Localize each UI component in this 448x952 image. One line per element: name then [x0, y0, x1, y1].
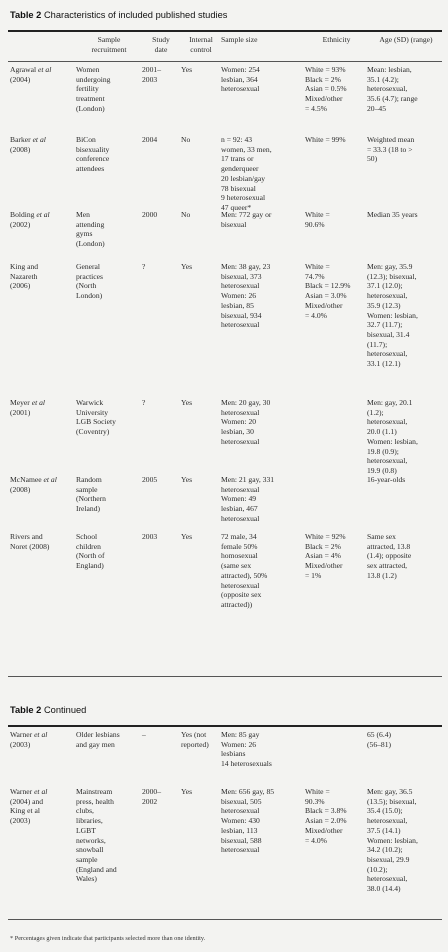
- control-cell-line: Yes: [181, 532, 193, 541]
- ethnicity-cell-line: Black = 12.9%: [305, 281, 351, 291]
- study-cell-line: King et al: [10, 806, 40, 816]
- sample-size-cell-line: bisexual, 505: [221, 796, 262, 806]
- age-cell-line: heterosexual,: [367, 417, 408, 427]
- recruitment-cell-line: practices: [76, 271, 103, 281]
- age-cell-line: heterosexual,: [367, 84, 408, 94]
- sample-size-cell-line: lesbian, 364: [221, 74, 258, 84]
- sample-size-cell-line: women, 33 men,: [221, 144, 272, 154]
- sample-size-cell-line: female 50%: [221, 541, 258, 551]
- age-cell-line: sex attracted,: [367, 561, 408, 571]
- recruitment-cell-line: Mainstream: [76, 787, 113, 796]
- date-cell: [142, 730, 180, 740]
- ethnicity-cell-line: Asian = 3.0%: [305, 291, 347, 301]
- date-cell-line: 2005: [142, 475, 158, 484]
- age-cell-line: (12.3); bisexual,: [367, 271, 417, 281]
- ethnicity-cell-line: Asian = 0.5%: [305, 84, 347, 94]
- date-cell-line: 2000–: [142, 787, 161, 796]
- sample-size-cell-line: bisexual, 934: [221, 310, 262, 320]
- age-cell-line: Weighted mean: [367, 135, 415, 144]
- age-cell-line: Men: gay, 35.9: [367, 262, 413, 271]
- control-cell-line: Yes: [181, 262, 193, 271]
- date-cell: [142, 787, 180, 806]
- recruitment-cell-line: Older lesbians: [76, 730, 120, 739]
- sample-size-cell: [221, 730, 307, 769]
- sample-size-cell-line: 17 trans or: [221, 154, 254, 164]
- recruitment-cell-line: attendees: [76, 164, 105, 174]
- sample-size-cell-line: lesbian, 85: [221, 300, 254, 310]
- sample-size-cell-line: lesbians: [221, 749, 246, 759]
- sample-size-cell-line: heterosexual: [221, 320, 260, 330]
- recruitment-cell-line: bisexuality: [76, 144, 110, 154]
- ethnicity-cell-line: Mixed/other: [305, 825, 343, 835]
- study-cell-line: McNamee et al: [10, 475, 57, 484]
- recruitment-cell-line: Random: [76, 475, 102, 484]
- study-cell: [10, 787, 72, 826]
- ethnicity-cell-line: Mixed/other: [305, 300, 343, 310]
- study-cell: [10, 210, 72, 229]
- sample-size-cell-line: Women: 430: [221, 816, 260, 826]
- age-cell-line: Women: lesbian,: [367, 835, 418, 845]
- sample-size-cell-line: attracted)): [221, 599, 253, 609]
- sample-size-cell: [221, 398, 307, 447]
- sample-size-cell: [221, 210, 307, 229]
- ethnicity-cell-line: Mixed/other: [305, 561, 343, 571]
- recruitment-cell-line: School: [76, 532, 98, 541]
- date-cell-line: –: [142, 730, 146, 739]
- study-cell-line: Noret (2008): [10, 541, 50, 551]
- recruitment-cell-line: England): [76, 561, 104, 571]
- recruitment-cell-line: snowball: [76, 845, 104, 855]
- recruitment-cell-line: Men: [76, 210, 90, 219]
- header-rule: [8, 61, 442, 62]
- recruitment-cell-line: University: [76, 407, 109, 417]
- study-cell: [10, 532, 72, 551]
- study-cell-line: Warner et al: [10, 787, 48, 796]
- recruitment-cell: [76, 135, 142, 174]
- ethnicity-cell-line: 74.7%: [305, 271, 325, 281]
- control-cell-line: No: [181, 135, 191, 144]
- study-cell-line: Agrawal et al: [10, 65, 52, 74]
- recruitment-cell-line: libraries,: [76, 816, 103, 826]
- age-cell: [367, 730, 445, 749]
- control-cell-line: No: [181, 210, 191, 219]
- recruitment-cell-line: LGBT: [76, 825, 96, 835]
- age-cell-line: (10.2);: [367, 864, 388, 874]
- sample-size-cell-line: bisexual, 588: [221, 835, 262, 845]
- sample-size-cell-line: genderqueer: [221, 164, 259, 174]
- recruitment-cell-line: General: [76, 262, 101, 271]
- recruitment-cell: [76, 532, 142, 571]
- age-cell-line: 34.2 (10.2);: [367, 845, 403, 855]
- age-cell: [367, 65, 445, 114]
- ethnicity-cell-line: 90.3%: [305, 796, 325, 806]
- control-cell-line: reported): [181, 739, 209, 749]
- ethnicity-cell-line: Mixed/other: [305, 94, 343, 104]
- recruitment-cell-line: gyms: [76, 229, 93, 239]
- age-cell-line: heterosexual,: [367, 349, 408, 359]
- age-cell-line: (1.4); opposite: [367, 551, 412, 561]
- age-cell-line: 32.7 (11.7);: [367, 320, 403, 330]
- age-cell: [367, 135, 445, 164]
- age-cell-line: 33.1 (12.1): [367, 359, 401, 369]
- date-cell-line: 2004: [142, 135, 158, 144]
- control-cell: [181, 65, 221, 75]
- header-internal-control: Internal control: [189, 35, 213, 54]
- study-cell-line: (2004) and: [10, 796, 44, 806]
- recruitment-cell-line: treatment: [76, 94, 105, 104]
- age-cell-line: Men: gay, 36.5: [367, 787, 413, 796]
- sample-size-cell-line: heterosexual: [221, 281, 260, 291]
- ethnicity-cell-line: White = 92%: [305, 532, 346, 541]
- sample-size-cell-line: heterosexual: [221, 436, 260, 446]
- date-cell: [142, 210, 180, 220]
- recruitment-cell-line: (London): [76, 239, 105, 249]
- age-cell-line: 35.6 (4.7); range: [367, 94, 418, 104]
- sample-size-cell-line: 14 heterosexuals: [221, 759, 272, 769]
- study-cell-line: (2001): [10, 407, 31, 417]
- table-caption-label: Table 2: [10, 10, 42, 20]
- table-caption-text: Characteristics of included published studies: [43, 10, 228, 20]
- age-cell: [367, 398, 445, 476]
- sample-size-cell-line: Men: 21 gay, 331: [221, 475, 275, 484]
- date-cell-line: 2001–: [142, 65, 161, 74]
- sample-size-cell-line: Women: 26: [221, 291, 257, 301]
- sample-size-cell-line: Men: 38 gay, 23: [221, 262, 271, 271]
- control-cell-line: Yes: [181, 65, 193, 74]
- recruitment-cell-line: sample: [76, 854, 98, 864]
- table-continued-label: Table 2: [10, 705, 42, 715]
- recruitment-cell-line: attending: [76, 219, 105, 229]
- sample-size-cell-line: (opposite sex: [221, 590, 262, 600]
- ethnicity-cell-line: Black = 2%: [305, 74, 341, 84]
- sample-size-cell: [221, 65, 307, 94]
- sample-size-cell-line: (same sex: [221, 561, 252, 571]
- sample-size-cell-line: lesbian, 113: [221, 825, 258, 835]
- study-cell-line: (2006): [10, 281, 31, 291]
- sample-size-cell-line: Women: 26: [221, 739, 257, 749]
- date-cell-line: 2002: [142, 796, 158, 806]
- study-cell-line: Bolding et al: [10, 210, 50, 219]
- control-cell: [181, 135, 221, 145]
- recruitment-cell: [76, 65, 142, 114]
- age-cell-line: Men: gay, 20.1: [367, 398, 413, 407]
- header-age: Age (SD) (range): [379, 35, 433, 44]
- ethnicity-cell-line: Asian = 4%: [305, 551, 341, 561]
- sample-size-cell: [221, 135, 307, 213]
- study-cell-line: (2002): [10, 219, 31, 229]
- ethnicity-cell-line: Black = 3.8%: [305, 806, 347, 816]
- sample-size-cell-line: 9 heterosexual: [221, 193, 266, 203]
- age-cell-line: 16-year-olds: [367, 475, 406, 484]
- recruitment-cell-line: sample: [76, 484, 98, 494]
- age-cell-line: 38.0 (14.4): [367, 884, 401, 894]
- recruitment-cell-line: (London): [76, 103, 105, 113]
- continued-bottom-rule: [8, 919, 442, 920]
- age-cell-line: 20.0 (1.1): [367, 427, 397, 437]
- date-cell: [142, 135, 180, 145]
- age-cell-line: Women: lesbian,: [367, 436, 418, 446]
- recruitment-cell-line: networks,: [76, 835, 106, 845]
- age-cell-line: Median 35 years: [367, 210, 418, 219]
- table-continued-text: Continued: [43, 705, 87, 715]
- age-cell-line: (1.2);: [367, 407, 384, 417]
- age-cell-line: Same sex: [367, 532, 396, 541]
- study-cell: [10, 65, 72, 84]
- control-cell: [181, 730, 221, 749]
- recruitment-cell-line: Wales): [76, 874, 97, 884]
- age-cell-line: attracted, 13.8: [367, 541, 411, 551]
- age-cell-line: heterosexual,: [367, 291, 408, 301]
- control-cell: [181, 787, 221, 797]
- recruitment-cell-line: (Northern: [76, 494, 106, 504]
- sample-size-cell-line: Men: 656 gay, 85: [221, 787, 275, 796]
- ethnicity-cell-line: White =: [305, 787, 330, 796]
- sample-size-cell-line: Women: 20: [221, 417, 257, 427]
- age-cell-line: Mean: lesbian,: [367, 65, 412, 74]
- study-cell-line: King and: [10, 262, 39, 271]
- study-cell: [10, 262, 72, 291]
- ethnicity-cell-line: = 4.5%: [305, 103, 327, 113]
- age-cell-line: (11.7);: [367, 339, 388, 349]
- ethnicity-cell-line: White =: [305, 262, 330, 271]
- recruitment-cell-line: fertility: [76, 84, 99, 94]
- ethnicity-cell: [305, 532, 368, 581]
- study-cell: [10, 475, 72, 494]
- recruitment-cell: [76, 398, 142, 437]
- ethnicity-cell: [305, 262, 368, 320]
- recruitment-cell-line: Ireland): [76, 504, 101, 514]
- sample-size-cell-line: 20 lesbian/gay: [221, 173, 266, 183]
- sample-size-cell: [221, 475, 307, 524]
- age-cell: [367, 532, 445, 581]
- study-cell: [10, 398, 72, 417]
- recruitment-cell-line: (North of: [76, 551, 105, 561]
- control-cell-line: Yes: [181, 475, 193, 484]
- recruitment-cell-line: London): [76, 291, 103, 301]
- study-cell-line: Warner et al: [10, 730, 48, 739]
- recruitment-cell-line: (North: [76, 281, 97, 291]
- recruitment-cell-line: and gay men: [76, 739, 115, 749]
- age-cell-line: 19.8 (0.9);: [367, 446, 399, 456]
- age-cell: [367, 475, 445, 485]
- ethnicity-cell: [305, 65, 368, 114]
- recruitment-cell: [76, 262, 142, 301]
- sample-size-cell-line: 72 male, 34: [221, 532, 257, 541]
- date-cell: [142, 398, 180, 408]
- table-caption: [10, 10, 227, 20]
- sample-size-cell-line: heterosexual: [221, 407, 260, 417]
- control-cell-line: Yes: [181, 787, 193, 796]
- date-cell-line: 2003: [142, 532, 158, 541]
- date-cell: [142, 475, 180, 485]
- date-cell-line: 2000: [142, 210, 158, 219]
- table-footnote: * Percentages given indicate that participants selected more than one identity.: [10, 935, 206, 942]
- control-cell: [181, 210, 221, 220]
- top-rule: [8, 30, 442, 32]
- ethnicity-cell: [305, 135, 368, 145]
- date-cell-line: 2003: [142, 74, 158, 84]
- recruitment-cell-line: conference: [76, 154, 110, 164]
- sample-size-cell-line: Women: 254: [221, 65, 260, 74]
- sample-size-cell-line: Men: 772 gay or: [221, 210, 272, 219]
- table-continued-caption: [10, 705, 86, 715]
- recruitment-cell-line: clubs,: [76, 806, 94, 816]
- header-study-date: Study date: [152, 35, 170, 54]
- sample-size-cell-line: lesbian, 467: [221, 504, 258, 514]
- sample-size-cell-line: Men: 20 gay, 30: [221, 398, 271, 407]
- age-cell-line: heterosexual,: [367, 456, 408, 466]
- date-cell: [142, 532, 180, 542]
- ethnicity-cell-line: Asian = 2.0%: [305, 816, 347, 826]
- sample-size-cell-line: heterosexual: [221, 806, 260, 816]
- table-bottom-rule: [8, 676, 442, 677]
- study-cell-line: (2003): [10, 739, 31, 749]
- study-cell-line: (2003): [10, 816, 31, 826]
- age-cell-line: (56–81): [367, 739, 392, 749]
- age-cell-line: 13.8 (1.2): [367, 570, 397, 580]
- recruitment-cell-line: children: [76, 541, 101, 551]
- date-cell-line: ?: [142, 262, 146, 271]
- ethnicity-cell: [305, 210, 368, 229]
- sample-size-cell-line: 78 bisexual: [221, 183, 256, 193]
- date-cell-line: ?: [142, 398, 146, 407]
- header-ethnicity: Ethnicity: [322, 35, 351, 44]
- study-cell-line: (2004): [10, 74, 31, 84]
- sample-size-cell-line: lesbian, 30: [221, 427, 254, 437]
- age-cell-line: bisexual, 31.4: [367, 329, 410, 339]
- ethnicity-cell-line: Black = 2%: [305, 541, 341, 551]
- ethnicity-cell-line: White = 99%: [305, 135, 346, 144]
- age-cell-line: heterosexual,: [367, 874, 408, 884]
- control-cell: [181, 532, 221, 542]
- sample-size-cell-line: 47 queer*: [221, 202, 252, 212]
- control-cell-line: Yes (not: [181, 730, 207, 739]
- sample-size-cell: [221, 532, 307, 610]
- sample-size-cell: [221, 787, 307, 855]
- recruitment-cell-line: press, health: [76, 796, 114, 806]
- ethnicity-cell-line: = 1%: [305, 570, 322, 580]
- study-cell-line: (2008): [10, 484, 31, 494]
- age-cell-line: 37.5 (14.1): [367, 825, 401, 835]
- control-cell: [181, 475, 221, 485]
- recruitment-cell-line: Warwick: [76, 398, 104, 407]
- recruitment-cell-line: undergoing: [76, 74, 111, 84]
- age-cell-line: 37.1 (12.0);: [367, 281, 403, 291]
- age-cell-line: 35.1 (4.2);: [367, 74, 399, 84]
- recruitment-cell-line: Women: [76, 65, 100, 74]
- recruitment-cell: [76, 210, 142, 249]
- sample-size-cell-line: Men: 85 gay: [221, 730, 260, 739]
- study-cell-line: (2008): [10, 144, 31, 154]
- recruitment-cell-line: BiCon: [76, 135, 96, 144]
- header-sample-size: Sample size: [221, 35, 258, 44]
- recruitment-cell-line: LGB Society: [76, 417, 116, 427]
- sample-size-cell-line: heterosexual: [221, 580, 260, 590]
- age-cell-line: (13.5); bisexual,: [367, 796, 417, 806]
- age-cell-line: 35.9 (12.3): [367, 300, 401, 310]
- age-cell-line: 19.9 (0.8): [367, 465, 397, 475]
- control-cell: [181, 398, 221, 408]
- sample-size-cell-line: attracted), 50%: [221, 570, 268, 580]
- recruitment-cell: [76, 730, 142, 749]
- age-cell-line: 35.4 (15.0);: [367, 806, 403, 816]
- continued-top-rule: [8, 725, 442, 727]
- sample-size-cell: [221, 262, 307, 330]
- study-cell-line: Meyer et al: [10, 398, 46, 407]
- age-cell-line: = 33.3 (18 to >: [367, 144, 413, 154]
- age-cell: [367, 787, 445, 894]
- ethnicity-cell-line: = 4.0%: [305, 835, 327, 845]
- study-cell-line: Barker et al: [10, 135, 46, 144]
- ethnicity-cell-line: White = 93%: [305, 65, 346, 74]
- sample-size-cell-line: heterosexual: [221, 84, 260, 94]
- sample-size-cell-line: heterosexual: [221, 513, 260, 523]
- recruitment-cell: [76, 787, 142, 884]
- age-cell: [367, 262, 445, 369]
- control-cell-line: Yes: [181, 398, 193, 407]
- date-cell: [142, 262, 180, 272]
- age-cell-line: 20–45: [367, 103, 386, 113]
- ethnicity-cell-line: = 4.0%: [305, 310, 327, 320]
- ethnicity-cell-line: White =: [305, 210, 330, 219]
- age-cell: [367, 210, 445, 220]
- recruitment-cell-line: (Coventry): [76, 427, 110, 437]
- age-cell-line: heterosexual,: [367, 816, 408, 826]
- date-cell: [142, 65, 180, 84]
- sample-size-cell-line: heterosexual: [221, 845, 260, 855]
- study-cell-line: Nazareth: [10, 271, 38, 281]
- study-cell: [10, 135, 72, 154]
- age-cell-line: bisexual, 29.9: [367, 854, 410, 864]
- recruitment-cell-line: (England and: [76, 864, 117, 874]
- ethnicity-cell: [305, 787, 368, 845]
- sample-size-cell-line: bisexual: [221, 219, 247, 229]
- table-header: [8, 35, 442, 59]
- header-sample-recruitment: Sample recruitment: [91, 35, 127, 54]
- study-cell: [10, 730, 72, 749]
- age-cell-line: Women: lesbian,: [367, 310, 418, 320]
- sample-size-cell-line: n = 92: 43: [221, 135, 253, 144]
- sample-size-cell-line: homosexual: [221, 551, 258, 561]
- study-cell-line: Rivers and: [10, 532, 43, 541]
- ethnicity-cell-line: 90.6%: [305, 219, 325, 229]
- recruitment-cell: [76, 475, 142, 514]
- control-cell: [181, 262, 221, 272]
- sample-size-cell-line: bisexual, 373: [221, 271, 262, 281]
- sample-size-cell-line: heterosexual: [221, 484, 260, 494]
- age-cell-line: 65 (6.4): [367, 730, 392, 739]
- age-cell-line: 50): [367, 154, 378, 164]
- sample-size-cell-line: Women: 49: [221, 494, 257, 504]
